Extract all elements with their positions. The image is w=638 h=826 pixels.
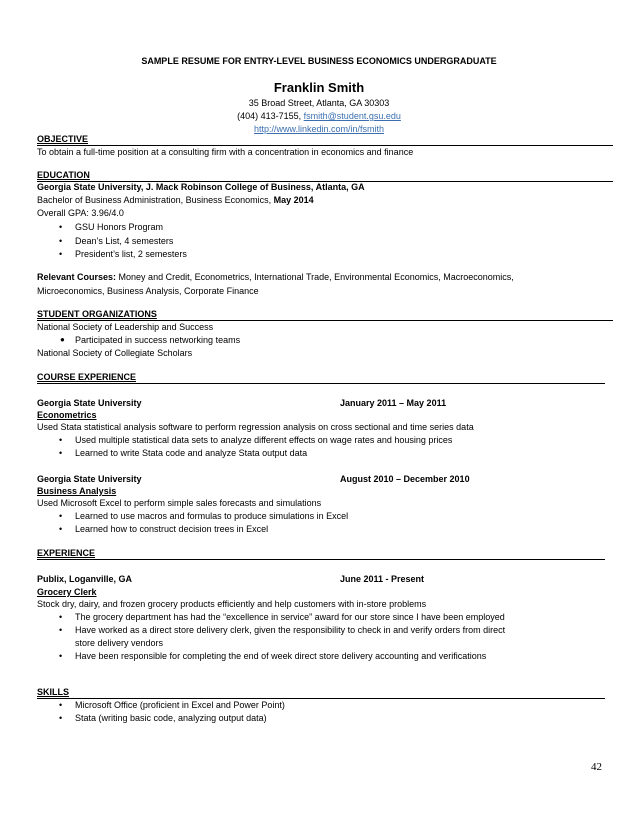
employer: Publix, Loganville, GA <box>37 574 133 584</box>
employment-dates: June 2011 - Present <box>340 574 425 584</box>
bullet-icon: • <box>59 612 63 622</box>
linkedin-line <box>0 124 638 134</box>
bullet-icon: • <box>59 236 63 246</box>
email-link[interactable]: fsmith@student.gsu.edu <box>303 111 401 121</box>
gpa: Overall GPA: 3.96/4.0 <box>37 208 124 218</box>
section-divider <box>37 145 613 146</box>
section-course-exp-title: COURSE EXPERIENCE <box>37 372 137 382</box>
section-education-title: EDUCATION <box>37 170 90 180</box>
section-divider <box>37 698 605 699</box>
org-detail: Participated in success networking teams <box>75 335 241 345</box>
course-desc: Used Microsoft Excel to perform simple sales forecasts and simulations <box>37 498 322 508</box>
course-dates: January 2011 – May 2011 <box>340 398 447 408</box>
section-divider <box>37 383 605 384</box>
objective-text: To obtain a full-time position at a consulting firm with a concentration in economics and finance <box>37 147 414 157</box>
courses-label: Relevant Courses: <box>37 272 117 282</box>
graduation-date: May 2014 <box>273 195 314 205</box>
course-bullet: Used multiple statistical data sets to analyze different effects on wage rates and housing prices <box>75 435 453 445</box>
bullet-icon: • <box>59 713 63 723</box>
degree: Bachelor of Business Administration, Business Economics, <box>37 195 272 205</box>
job-bullet: The grocery department has had the “excellence in service” award for our store since I have been employed <box>75 612 505 622</box>
skill-item: Microsoft Office (proficient in Excel and Power Point) <box>75 700 285 710</box>
course-bullet: Learned how to construct decision trees in Excel <box>75 524 269 534</box>
bullet-icon: • <box>59 524 63 534</box>
page-number: 42 <box>591 761 602 773</box>
section-orgs-title: STUDENT ORGANIZATIONS <box>37 309 157 319</box>
courses-line-2: Microeconomics, Business Analysis, Corporate Finance <box>37 286 259 296</box>
job-bullet: Have worked as a direct store delivery clerk, given the responsibility to check in and verify orders from direct <box>75 625 506 635</box>
courses-list: Money and Credit, Econometrics, International Trade, Environmental Economics, Macroeconomics, <box>118 272 514 282</box>
bullet-icon: • <box>59 249 63 259</box>
course-name: Business Analysis <box>37 486 117 496</box>
bullet-icon: • <box>59 435 63 445</box>
course-desc: Used Stata statistical analysis software to perform regression analysis on cross sectional and time series data <box>37 422 474 432</box>
job-bullet-cont: store delivery vendors <box>75 638 164 648</box>
course-dates: August 2010 – December 2010 <box>340 474 470 484</box>
degree-line <box>37 195 314 205</box>
bullet-icon: • <box>59 511 63 521</box>
section-divider <box>37 559 605 560</box>
honor-item: Dean’s List, 4 semesters <box>75 236 174 246</box>
bullet-icon: ● <box>60 335 65 344</box>
address: 35 Broad Street, Atlanta, GA 30303 <box>248 98 390 108</box>
bullet-icon: • <box>59 651 63 661</box>
bullet-icon: • <box>59 448 63 458</box>
courses-line-1 <box>37 272 514 282</box>
course-name: Econometrics <box>37 410 97 420</box>
job-desc: Stock dry, dairy, and frozen grocery products efficiently and help customers with in-store problems <box>37 599 427 609</box>
org-item: National Society of Leadership and Success <box>37 322 214 332</box>
course-org: Georgia State University <box>37 474 142 484</box>
document-header: SAMPLE RESUME FOR ENTRY-LEVEL BUSINESS ECONOMICS UNDERGRADUATE <box>141 56 497 66</box>
phone: (404) 413-7155, <box>237 111 302 121</box>
section-objective-title: OBJECTIVE <box>37 134 89 144</box>
honor-item: President’s list, 2 semesters <box>75 249 187 259</box>
bullet-icon: • <box>59 222 63 232</box>
bullet-icon: • <box>59 700 63 710</box>
bullet-icon: • <box>59 625 63 635</box>
course-org: Georgia State University <box>37 398 142 408</box>
job-title: Grocery Clerk <box>37 587 97 597</box>
skill-item: Stata (writing basic code, analyzing output data) <box>75 713 267 723</box>
honor-item: GSU Honors Program <box>75 222 164 232</box>
school-name: Georgia State University, J. Mack Robinson College of Business, Atlanta, GA <box>37 182 365 192</box>
section-divider <box>37 320 613 321</box>
section-skills-title: SKILLS <box>37 687 70 697</box>
job-bullet: Have been responsible for completing the end of week direct store delivery accounting and verifications <box>75 651 487 661</box>
section-experience-title: EXPERIENCE <box>37 548 96 558</box>
org-item: National Society of Collegiate Scholars <box>37 348 193 358</box>
candidate-name: Franklin Smith <box>273 80 365 95</box>
contact-line <box>0 111 638 121</box>
linkedin-link[interactable]: http://www.linkedin.com/in/fsmith <box>253 124 385 134</box>
course-bullet: Learned to write Stata code and analyze Stata output data <box>75 448 308 458</box>
course-bullet: Learned to use macros and formulas to produce simulations in Excel <box>75 511 349 521</box>
